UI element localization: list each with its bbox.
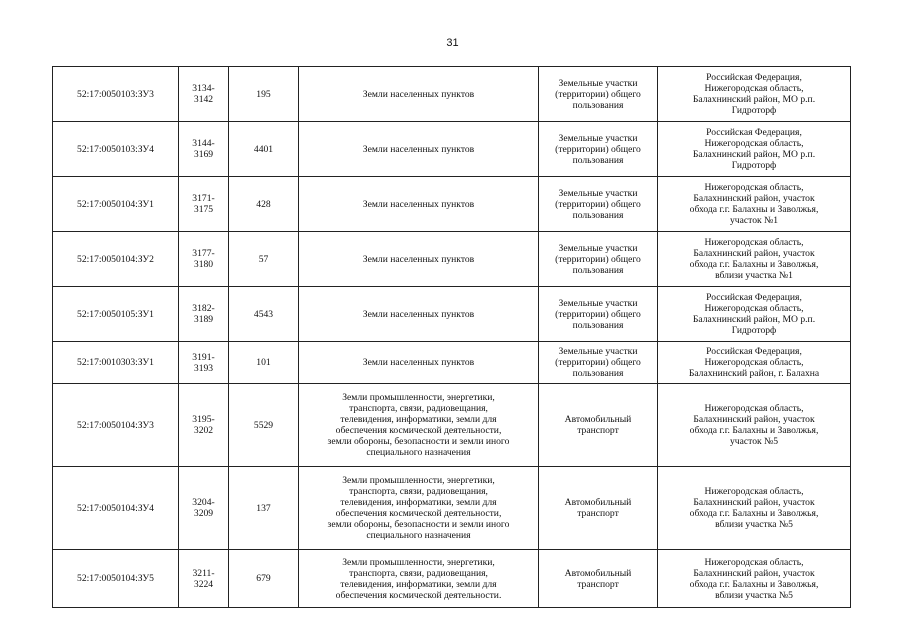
boundary-points-cell: 3195- 3202	[179, 384, 229, 467]
cadastral-number-cell: 52:17:0050104:ЗУ3	[53, 384, 179, 467]
address-cell: Российская Федерация, Нижегородская область, Балахнинский район, МО р.п. Гидроторф	[658, 287, 851, 342]
table-row	[53, 342, 851, 384]
table-row	[53, 467, 851, 550]
land-category-cell: Земли населенных пунктов	[299, 122, 539, 177]
permitted-use-cell: Автомобильный транспорт	[539, 467, 658, 550]
area-cell: 195	[229, 67, 299, 122]
permitted-use-cell: Земельные участки (территории) общего пользования	[539, 287, 658, 342]
table-row	[53, 122, 851, 177]
land-category-cell: Земли населенных пунктов	[299, 287, 539, 342]
area-cell: 428	[229, 177, 299, 232]
cadastral-number-cell: 52:17:0050103:ЗУ3	[53, 67, 179, 122]
address-cell: Нижегородская область, Балахнинский район, участок обхода г.г. Балахны и Заволжья, вблизи участка №5	[658, 467, 851, 550]
area-cell: 57	[229, 232, 299, 287]
permitted-use-cell: Автомобильный транспорт	[539, 384, 658, 467]
table-row	[53, 67, 851, 122]
cadastral-number-cell: 52:17:0050104:ЗУ5	[53, 550, 179, 608]
land-category-cell: Земли промышленности, энергетики, транспорта, связи, радиовещания, телевидения, информатики, земли для обеспечения космической деятельности, земли обороны, безопасности и земли иного специального назначения	[299, 467, 539, 550]
address-cell: Нижегородская область, Балахнинский район, участок обхода г.г. Балахны и Заволжья, участок №1	[658, 177, 851, 232]
area-cell: 4543	[229, 287, 299, 342]
address-cell: Нижегородская область, Балахнинский район, участок обхода г.г. Балахны и Заволжья, участок №5	[658, 384, 851, 467]
land-category-cell: Земли населенных пунктов	[299, 342, 539, 384]
permitted-use-cell: Земельные участки (территории) общего пользования	[539, 342, 658, 384]
boundary-points-cell: 3144- 3169	[179, 122, 229, 177]
cadastral-number-cell: 52:17:0050104:ЗУ2	[53, 232, 179, 287]
table-row	[53, 550, 851, 608]
area-cell: 137	[229, 467, 299, 550]
table-row	[53, 384, 851, 467]
permitted-use-cell: Автомобильный транспорт	[539, 550, 658, 608]
boundary-points-cell: 3204- 3209	[179, 467, 229, 550]
page-number: 31	[446, 37, 459, 49]
land-category-cell: Земли населенных пунктов	[299, 67, 539, 122]
address-cell: Нижегородская область, Балахнинский район, участок обхода г.г. Балахны и Заволжья, вблизи участка №5	[658, 550, 851, 608]
cadastral-number-cell: 52:17:0050104:ЗУ4	[53, 467, 179, 550]
boundary-points-cell: 3177- 3180	[179, 232, 229, 287]
land-category-cell: Земли населенных пунктов	[299, 177, 539, 232]
boundary-points-cell: 3171- 3175	[179, 177, 229, 232]
permitted-use-cell: Земельные участки (территории) общего пользования	[539, 67, 658, 122]
table-body	[53, 67, 851, 608]
land-plots-table	[52, 66, 851, 608]
address-cell: Российская Федерация, Нижегородская область, Балахнинский район, МО р.п. Гидроторф	[658, 122, 851, 177]
address-cell: Российская Федерация, Нижегородская область, Балахнинский район, г. Балахна	[658, 342, 851, 384]
table-row	[53, 287, 851, 342]
area-cell: 101	[229, 342, 299, 384]
cadastral-number-cell: 52:17:0010303:ЗУ1	[53, 342, 179, 384]
table-row	[53, 232, 851, 287]
permitted-use-cell: Земельные участки (территории) общего пользования	[539, 177, 658, 232]
cadastral-number-cell: 52:17:0050104:ЗУ1	[53, 177, 179, 232]
boundary-points-cell: 3191- 3193	[179, 342, 229, 384]
area-cell: 4401	[229, 122, 299, 177]
boundary-points-cell: 3182- 3189	[179, 287, 229, 342]
land-category-cell: Земли промышленности, энергетики, транспорта, связи, радиовещания, телевидения, информатики, земли для обеспечения космической деятельности.	[299, 550, 539, 608]
permitted-use-cell: Земельные участки (территории) общего пользования	[539, 122, 658, 177]
land-category-cell: Земли промышленности, энергетики, транспорта, связи, радиовещания, телевидения, информатики, земли для обеспечения космической деятельности, земли обороны, безопасности и земли иного специального назначения	[299, 384, 539, 467]
address-cell: Нижегородская область, Балахнинский район, участок обхода г.г. Балахны и Заволжья, вблизи участка №1	[658, 232, 851, 287]
boundary-points-cell: 3211- 3224	[179, 550, 229, 608]
boundary-points-cell: 3134- 3142	[179, 67, 229, 122]
table-row	[53, 177, 851, 232]
cadastral-number-cell: 52:17:0050105:ЗУ1	[53, 287, 179, 342]
address-cell: Российская Федерация, Нижегородская область, Балахнинский район, МО р.п. Гидроторф	[658, 67, 851, 122]
cadastral-number-cell: 52:17:0050103:ЗУ4	[53, 122, 179, 177]
permitted-use-cell: Земельные участки (территории) общего пользования	[539, 232, 658, 287]
area-cell: 679	[229, 550, 299, 608]
area-cell: 5529	[229, 384, 299, 467]
land-category-cell: Земли населенных пунктов	[299, 232, 539, 287]
